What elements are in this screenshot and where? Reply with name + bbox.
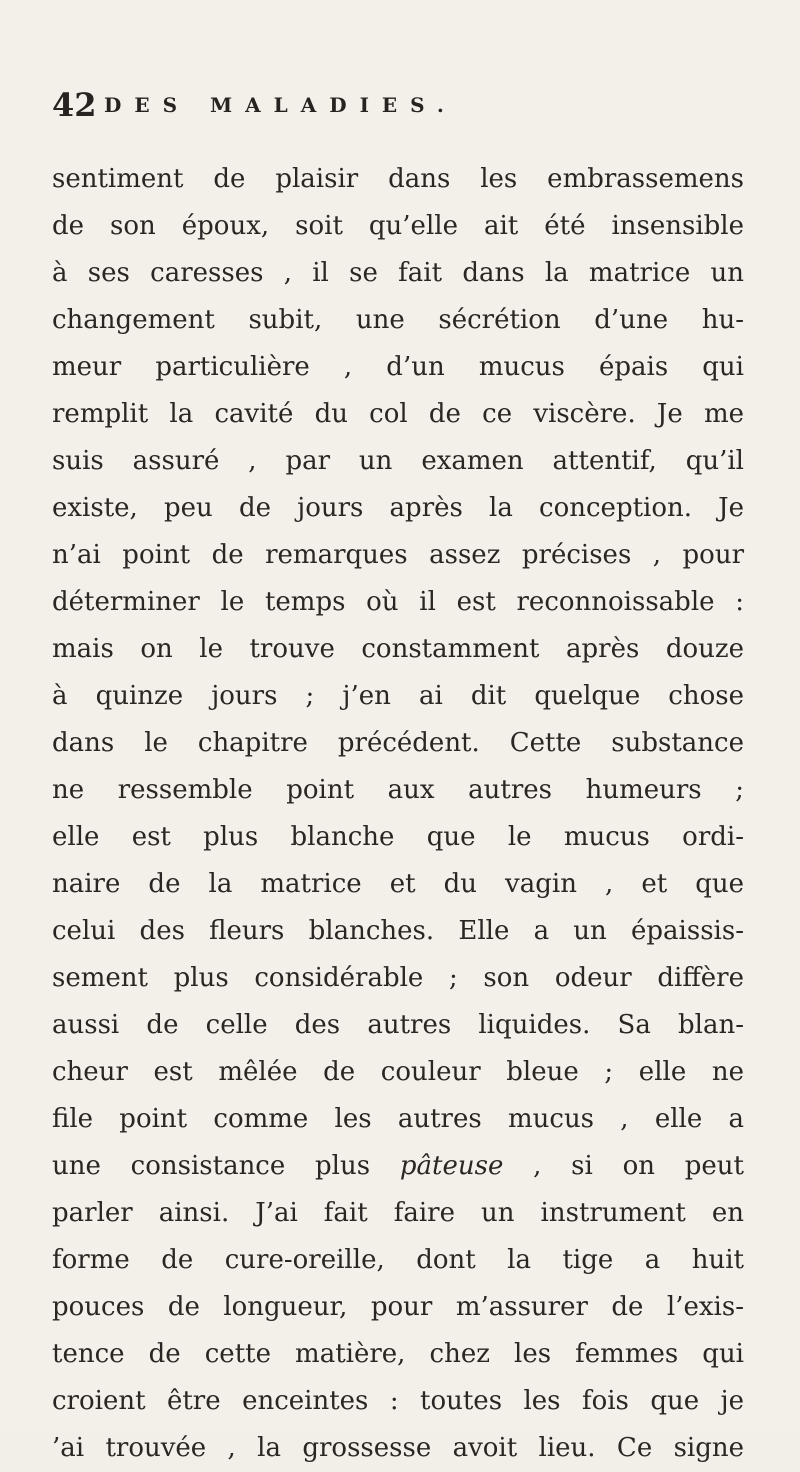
text-line-27: croient être enceintes : toutes les fois que je [52, 1386, 744, 1416]
text-line-3: à ses caresses , il se fait dans la matrice un [52, 258, 744, 288]
text-line-19: aussi de celle des autres liquides. Sa blan- [52, 1010, 744, 1040]
text-line-4: changement subit, une sécrétion d’une hu- [52, 305, 744, 335]
text-line-10: déterminer le temps où il est reconnoissable : [52, 587, 744, 617]
text-line-18: sement plus considérable ; son odeur diffère [52, 963, 744, 993]
text-line-6: remplit la cavité du col de ce viscère. Je me [52, 399, 744, 429]
text-line-9: n’ai point de remarques assez précises , pour [52, 540, 744, 570]
italic-word: pâteuse [399, 1151, 504, 1181]
text-line-14: ne ressemble point aux autres humeurs ; [52, 775, 744, 805]
text-line-15: elle est plus blanche que le mucus ordi- [52, 822, 744, 852]
text-line-22 [52, 1143, 744, 1190]
text-line-5: meur particulière , d’un mucus épais qui [52, 352, 744, 382]
text-line-11: mais on le trouve constamment après douze [52, 634, 744, 664]
text-line-16: naire de la matrice et du vagin , et que [52, 869, 744, 899]
running-head [52, 80, 752, 130]
text-line-2: de son époux, soit qu’elle ait été insensible [52, 211, 744, 241]
page-number: 42 [52, 86, 97, 124]
text-line-8: existe, peu de jours après la conception. Je [52, 493, 744, 523]
text-line-25: pouces de longueur, pour m’assurer de l’exis- [52, 1292, 744, 1322]
text-line-21: file point comme les autres mucus , elle a [52, 1104, 744, 1134]
text-line-22-end: , si on peut [503, 1151, 745, 1181]
text-line-28: ’ai trouvée , la grossesse avoit lieu. Ce signe [52, 1433, 744, 1463]
text-line-12: à quinze jours ; j’en ai dit quelque chose [52, 681, 744, 711]
text-line-22-start: une consistance plus [52, 1151, 400, 1181]
text-line-7: suis assuré , par un examen attentif, qu’il [52, 446, 744, 476]
text-line-1: sentiment de plaisir dans les embrassemens [52, 164, 744, 194]
text-line-13: dans le chapitre précédent. Cette substance [52, 728, 744, 758]
text-line-17: celui des fleurs blanches. Elle a un épaissis- [52, 916, 744, 946]
running-title: DES MALADIES. [104, 93, 457, 117]
body-text [52, 156, 744, 1472]
text-line-20: cheur est mêlée de couleur bleue ; elle ne [52, 1057, 744, 1087]
text-line-23: parler ainsi. J’ai fait faire un instrument en [52, 1198, 744, 1228]
text-line-26: tence de cette matière, chez les femmes qui [52, 1339, 744, 1369]
text-line-24: forme de cure-oreille, dont la tige a huit [52, 1245, 744, 1275]
